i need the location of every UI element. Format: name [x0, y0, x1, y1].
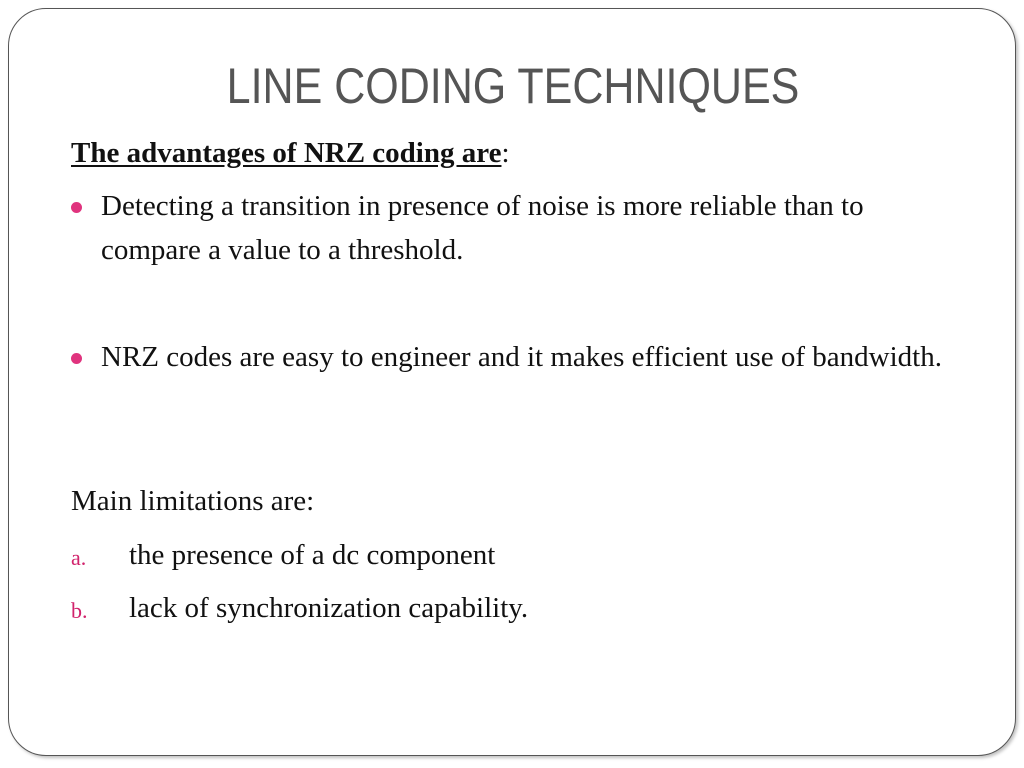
advantages-heading-colon: : [501, 137, 510, 169]
advantages-heading [71, 139, 510, 168]
slide-title: LINE CODING TECHNIQUES [226, 58, 800, 114]
bullet-text: Detecting a transition in presence of noise is more reliable than to compare a value to a threshold. [101, 190, 864, 266]
advantages-heading-text: The advantages of NRZ coding are [71, 137, 502, 169]
bullet-text: NRZ codes are easy to engineer and it makes efficient use of bandwidth. [101, 341, 942, 373]
limitation-text: lack of synchronization capability. [129, 592, 529, 624]
limitations-intro: Main limitations are: [71, 485, 315, 517]
list-marker: b. [71, 598, 88, 623]
slide-frame [8, 8, 1016, 756]
limitation-text: the presence of a dc component [129, 539, 496, 571]
bullet-dot-icon [71, 202, 82, 213]
list-marker: a. [71, 545, 87, 570]
bullet-dot-icon [71, 353, 82, 364]
